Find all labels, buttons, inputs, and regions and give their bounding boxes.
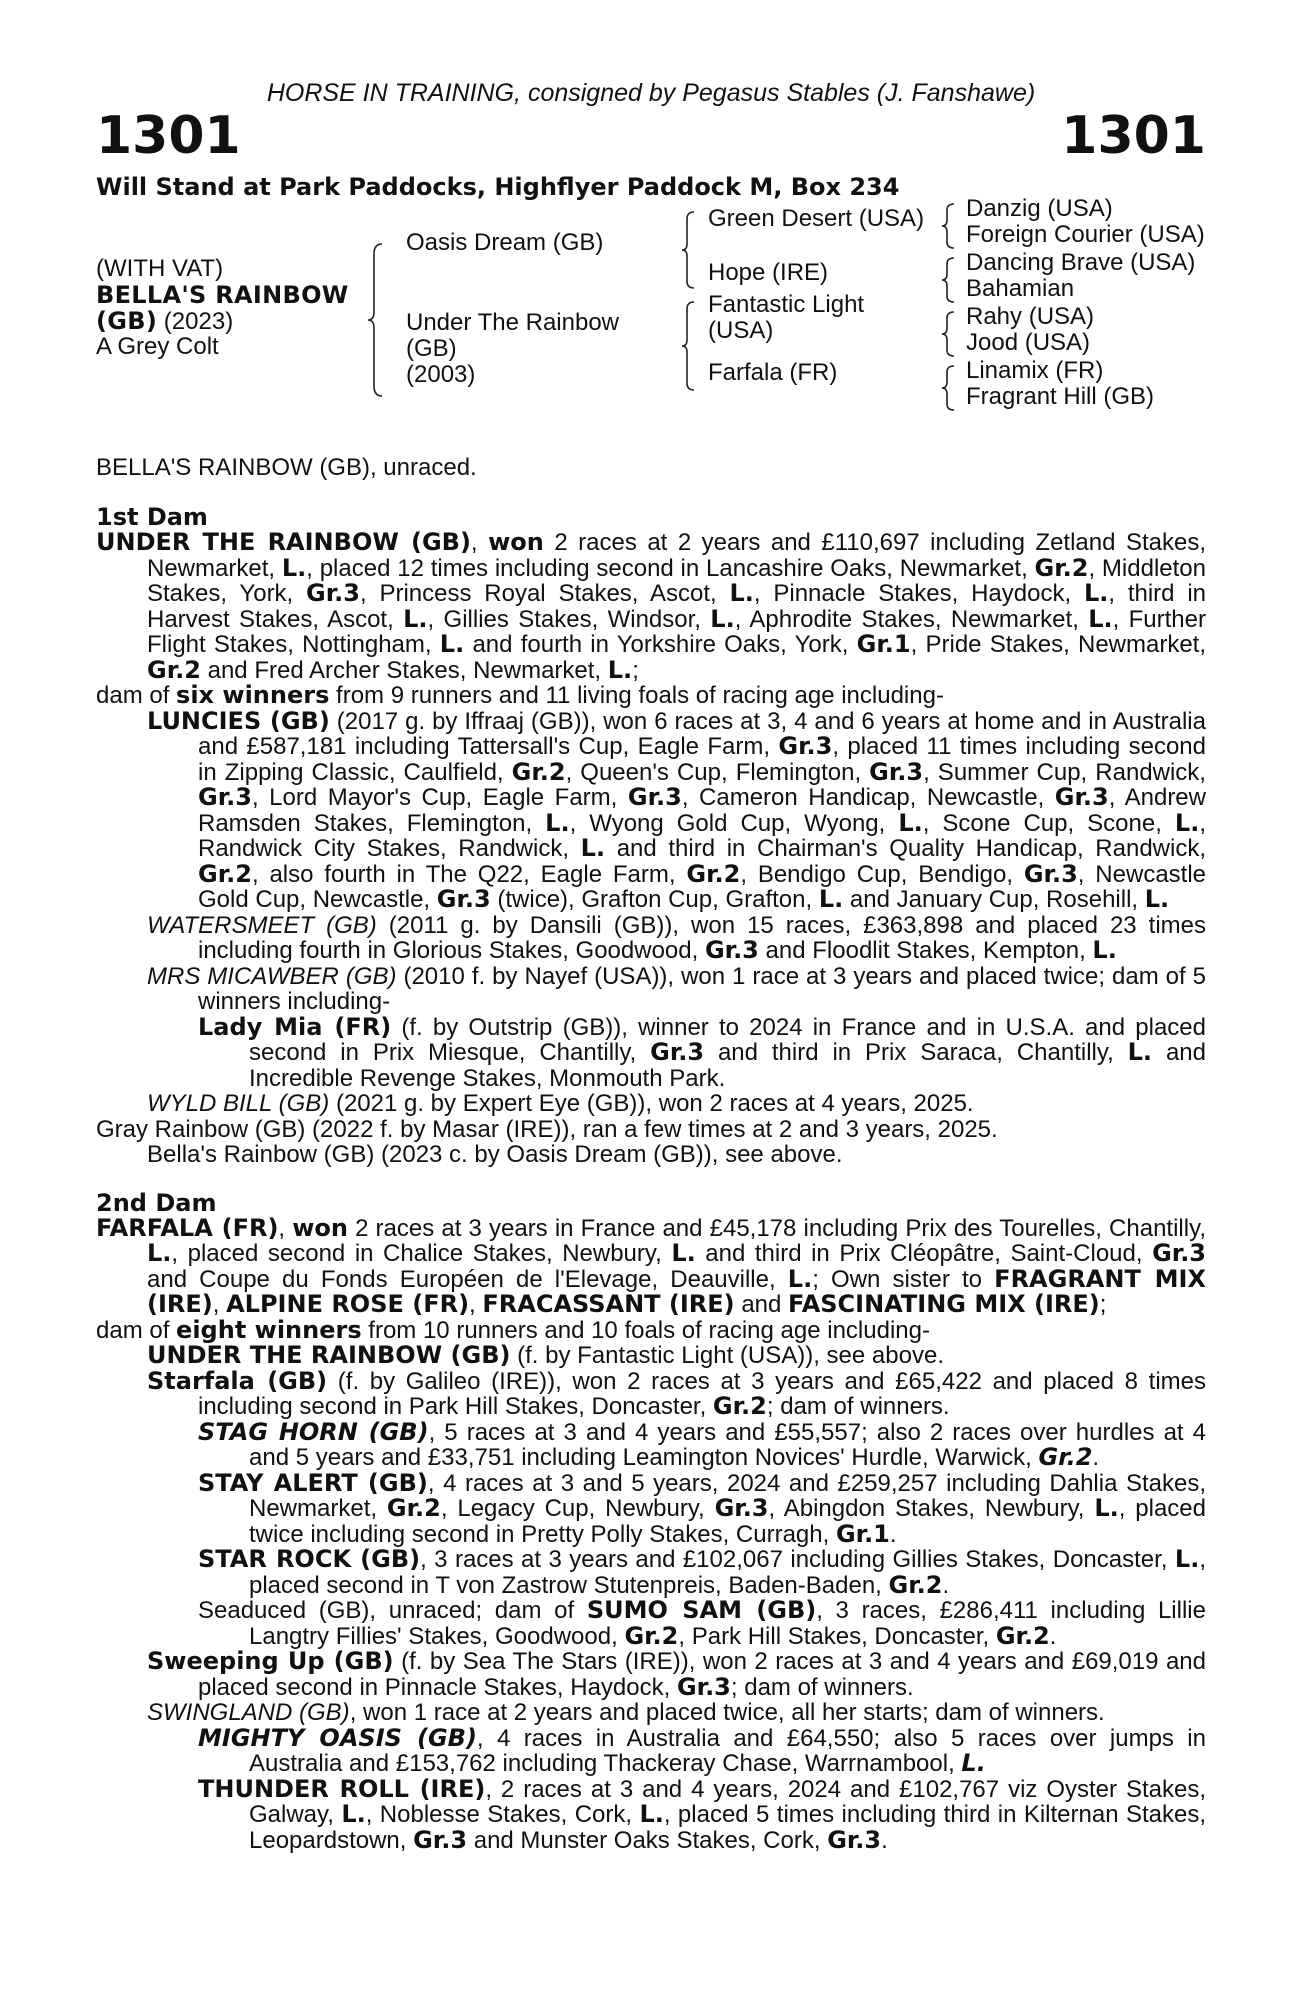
lot-number-right: 1301: [1061, 106, 1206, 166]
progeny-entry: [96, 1091, 1206, 1117]
progeny-entry: [96, 1649, 1206, 1700]
text-run: (2011 g. by Dansili (GB)), won 15 races, £363,898 and placed 23 times including fourth in Glorious Stakes, Goodwood,: [198, 911, 1206, 964]
text-run: , Middleton Stakes, York,: [147, 554, 1206, 607]
text-run: ,: [469, 1291, 483, 1318]
text-run: and third in Prix Saraca, Chantilly,: [704, 1039, 1128, 1066]
text-run: , Newcastle Gold Cup, Newcastle,: [198, 860, 1207, 913]
dam-line-2: (GB): [406, 335, 457, 362]
text-run: from 9 runners and 11 living foals of racing age including-: [329, 682, 944, 709]
emphasis-run: L.: [1174, 808, 1200, 837]
emphasis-run: six winners: [176, 681, 330, 709]
text-run: , Park Hill Stakes, Doncaster,: [678, 1622, 996, 1650]
emphasis-run: won: [292, 1213, 348, 1242]
lot-number-left: 1301: [96, 106, 241, 166]
text-run: and Munster Oaks Stakes, Cork,: [467, 1826, 828, 1854]
emphasis-run: SUMO SAM (GB): [586, 1596, 817, 1624]
text-run: ,: [212, 1291, 227, 1318]
text-run: , Noblesse Stakes, Cork,: [365, 1801, 640, 1828]
text-run: , Aphrodite Stakes, Newmarket,: [734, 605, 1089, 633]
emphasis-run: Gr.3: [1023, 859, 1078, 888]
emphasis-run: L.: [1092, 936, 1117, 964]
emphasis-run: L.: [671, 1239, 696, 1267]
progeny-entry: [96, 1343, 1206, 1369]
emphasis-run: STAY ALERT (GB): [198, 1468, 428, 1497]
text-run: ;: [1099, 1291, 1107, 1318]
emphasis-run: L.: [639, 1800, 664, 1828]
progeny-entry: [96, 913, 1206, 964]
text-run: (twice), Grafton Cup, Grafton,: [490, 886, 819, 913]
text-run: , Summer Cup, Randwick,: [923, 758, 1206, 786]
text-run: ;: [632, 656, 639, 684]
emphasis-run: Gr.2: [1034, 553, 1089, 582]
text-run: , 4 races at 3 and 5 years, 2024 and £259,257 including Dahlia Stakes, Newmarket,: [249, 1469, 1207, 1522]
dam-dam-sire: Linamix (FR): [966, 357, 1104, 384]
progeny-entry: [96, 1547, 1206, 1598]
emphasis-run: Sweeping Up (GB): [147, 1647, 394, 1675]
emphasis-run: Gr.2: [511, 757, 566, 786]
first-dam-section: [96, 530, 1206, 1168]
emphasis-run: L.: [1088, 604, 1113, 633]
text-run: , Pride Stakes, Newmarket,: [910, 631, 1207, 658]
sire-sire-sire: Danzig (USA): [966, 195, 1113, 222]
brace-icon: [942, 202, 962, 250]
first-dam-heading: 1st Dam: [96, 503, 208, 531]
emphasis-run: won: [488, 528, 544, 556]
emphasis-run: L.: [580, 834, 606, 862]
progeny-entry: [96, 1012, 1206, 1092]
text-run: .: [1049, 1622, 1057, 1650]
text-run: , Cameron Handicap, Newcastle,: [681, 784, 1055, 811]
text-run: , Legacy Cup, Newbury,: [440, 1495, 715, 1522]
sire: Oasis Dream (GB): [406, 229, 604, 256]
emphasis-run: L.: [961, 1749, 986, 1777]
emphasis-run: FRACASSANT (IRE): [482, 1290, 735, 1318]
text-run: , Randwick City Stakes, Randwick,: [198, 809, 1206, 862]
emphasis-run: Gr.3: [1152, 1239, 1207, 1267]
text-run: , third in Harvest Stakes, Ascot,: [147, 580, 1207, 633]
sire-dam-dam: Bahamian: [966, 275, 1075, 302]
text-run: and Incredible Revenge Stakes, Monmouth Park.: [249, 1039, 1206, 1092]
sire-dam-sire: Dancing Brave (USA): [966, 249, 1196, 276]
emphasis-run: eight winners: [176, 1315, 362, 1344]
text-run: , placed twice including second in Pretty Polly Stakes, Curragh,: [249, 1495, 1206, 1548]
text-run: , placed second in T von Zastrow Stutenpreis, Baden-Baden,: [249, 1546, 1206, 1599]
progeny-entry: [96, 1598, 1206, 1649]
text-run: , won 1 race at 2 years and placed twice, all her starts; dam of winners.: [349, 1699, 1105, 1726]
text-run: , Wyong Gold Cup, Wyong,: [569, 809, 899, 837]
dam-sire-sire: Rahy (USA): [966, 303, 1095, 330]
horse-name: BELLA'S RAINBOW: [96, 281, 349, 309]
consignment-note: HORSE IN TRAINING, consigned by Pegasus Stables (J. Fanshawe): [266, 79, 1036, 107]
text-run: (f. by Galileo (IRE)), won 2 races at 3 years and £65,422 and placed 8 times including second in Park Hill Stakes, Doncaster,: [198, 1367, 1206, 1420]
emphasis-run: FARFALA (FR): [96, 1213, 279, 1242]
emphasis-run: Gr.3: [627, 783, 682, 811]
horse-year: (2023): [157, 308, 234, 335]
text-run: , 5 races at 3 and 4 years and £55,557; also 2 races over hurdles at 4 and 5 years and £33,751 including Leamington Novices' Hurdle, Warwick,: [249, 1418, 1207, 1471]
text-run: , Queen's Cup, Flemington,: [565, 758, 870, 786]
text-run: .: [942, 1571, 950, 1599]
emphasis-run: L.: [341, 1800, 366, 1828]
second-dam-progeny-list: [96, 1343, 1206, 1853]
text-run: , placed 12 times including second in Lancashire Oaks, Newmarket,: [306, 554, 1035, 582]
brace-icon: [942, 310, 962, 358]
text-run: ; Own sister to: [812, 1265, 995, 1293]
emphasis-run: L.: [1174, 1545, 1200, 1573]
brace-icon: [942, 256, 962, 304]
text-run: Bella's Rainbow (GB) (2023 c. by Oasis Dream (GB)), see above.: [147, 1141, 843, 1168]
progeny-entry: [96, 964, 1206, 1015]
emphasis-run: WYLD BILL (GB): [147, 1090, 330, 1117]
dam-sire-line-1: Fantastic Light: [708, 291, 865, 318]
stand-location: Will Stand at Park Paddocks, Highflyer Paddock M, Box 234: [96, 173, 900, 201]
horse-country: (GB): [96, 307, 158, 335]
text-run: , Abingdon Stakes, Newbury,: [768, 1495, 1095, 1522]
sire-sire: Green Desert (USA): [708, 205, 925, 232]
text-run: .: [1092, 1444, 1100, 1471]
text-run: Seaduced (GB), unraced; dam of: [198, 1597, 587, 1624]
horse-country-year: [96, 308, 233, 335]
text-run: and third in Chairman's Quality Handicap, Randwick,: [605, 835, 1206, 862]
text-run: ; dam of winners.: [766, 1393, 950, 1420]
emphasis-run: L.: [787, 1264, 813, 1293]
brace-icon: [682, 300, 702, 392]
text-run: , 3 races, £286,411 including Lillie Langtry Fillies' Stakes, Goodwood,: [249, 1597, 1206, 1650]
second-dam-produce-line: [96, 1315, 1206, 1344]
text-run: (2017 g. by Iffraaj (GB)), won 6 races at 3, 4 and 6 years at home and in Australia and £587,181 including Tattersall's Cup, Eagle Farm,: [198, 707, 1206, 760]
text-run: , Lord Mayor's Cup, Eagle Farm,: [251, 784, 628, 811]
emphasis-run: LUNCIES (GB): [147, 706, 330, 735]
text-run: .: [881, 1826, 888, 1854]
emphasis-run: Gr.2: [712, 1392, 767, 1420]
emphasis-run: L.: [818, 885, 844, 913]
emphasis-run: L.: [281, 553, 307, 582]
emphasis-run: STAG HORN (GB): [198, 1417, 429, 1446]
brace-icon: [942, 364, 962, 412]
text-run: dam of: [96, 1316, 177, 1344]
text-run: and third in Prix Cléopâtre, Saint-Cloud,: [695, 1240, 1153, 1267]
emphasis-run: L.: [1083, 579, 1109, 607]
emphasis-run: UNDER THE RAINBOW (GB): [147, 1341, 511, 1369]
first-dam-progeny-list: [96, 706, 1207, 1168]
second-dam-heading: 2nd Dam: [96, 1188, 217, 1217]
emphasis-run: L.: [729, 579, 754, 607]
emphasis-run: L.: [710, 604, 735, 633]
emphasis-run: L.: [1127, 1038, 1153, 1066]
emphasis-run: Gr.2: [995, 1621, 1050, 1650]
emphasis-run: STAR ROCK (GB): [198, 1545, 421, 1573]
emphasis-run: Gr.3: [869, 757, 924, 786]
text-run: , Princess Royal Stakes, Ascot,: [359, 580, 730, 607]
dam-line-3: (2003): [406, 361, 476, 388]
emphasis-run: Gr.1: [856, 630, 911, 658]
text-run: , Pinnacle Stakes, Haydock,: [753, 580, 1084, 607]
progeny-entry: [96, 1417, 1207, 1471]
emphasis-run: SWINGLAND (GB): [147, 1699, 350, 1726]
emphasis-run: Lady Mia (FR): [198, 1012, 392, 1041]
text-run: , 2 races at 3 and 4 years, 2024 and £102,767 viz Oyster Stakes, Galway,: [249, 1775, 1207, 1828]
emphasis-run: THUNDER ROLL (IRE): [198, 1774, 486, 1803]
text-run: and: [734, 1291, 789, 1318]
emphasis-run: Gr.3: [676, 1672, 731, 1701]
sire-sire-dam: Foreign Courier (USA): [966, 221, 1205, 248]
text-run: dam of: [96, 682, 177, 709]
emphasis-run: Gr.2: [147, 655, 201, 684]
progeny-entry: [96, 1117, 1206, 1143]
emphasis-run: WATERSMEET (GB): [147, 911, 377, 939]
emphasis-run: MIGHTY OASIS (GB): [198, 1723, 477, 1752]
horse-description: A Grey Colt: [96, 333, 219, 360]
emphasis-run: Gr.2: [686, 859, 741, 888]
unraced-note: BELLA'S RAINBOW (GB), unraced.: [96, 454, 477, 481]
emphasis-run: Gr.3: [413, 1825, 468, 1854]
emphasis-run: L.: [545, 808, 570, 837]
progeny-entry: [96, 1468, 1207, 1548]
text-run: , placed 11 times including second in Zipping Classic, Caulfield,: [198, 733, 1206, 786]
text-run: (2021 g. by Expert Eye (GB)), won 2 races at 4 years, 2025.: [329, 1090, 974, 1117]
emphasis-run: Gr.3: [306, 579, 360, 607]
text-run: (f. by Outstrip (GB)), winner to 2024 in France and in U.S.A. and placed second in Prix Miesque, Chantilly,: [249, 1013, 1206, 1066]
progeny-entry: [96, 1700, 1206, 1726]
text-run: , placed second in Chalice Stakes, Newbury,: [171, 1240, 672, 1267]
emphasis-run: Gr.2: [1038, 1443, 1093, 1471]
emphasis-run: ALPINE ROSE (FR): [226, 1290, 470, 1318]
emphasis-run: L.: [439, 630, 465, 658]
emphasis-run: MRS MICAWBER (GB): [147, 962, 397, 990]
emphasis-run: Gr.2: [888, 1570, 943, 1599]
emphasis-run: Gr.2: [198, 859, 252, 888]
text-run: 2 races at 3 years in France and £45,178 including Prix des Tourelles, Chantilly,: [347, 1214, 1206, 1242]
brace-icon: [682, 210, 702, 290]
text-run: , Gillies Stakes, Windsor,: [427, 605, 711, 633]
emphasis-run: L.: [1144, 885, 1170, 913]
emphasis-run: Gr.3: [1054, 783, 1109, 811]
emphasis-run: Gr.3: [778, 732, 833, 760]
dam-sire-line-2: (USA): [708, 317, 774, 344]
text-run: , placed 5 times including third in Kilternan Stakes, Leopardstown,: [249, 1801, 1206, 1854]
text-run: from 10 runners and 10 foals of racing age including-: [361, 1316, 930, 1344]
progeny-entry: [96, 1774, 1207, 1854]
text-run: and fourth in Yorkshire Oaks, York,: [464, 631, 857, 658]
progeny-entry: [96, 706, 1207, 913]
text-run: ; dam of winners.: [730, 1673, 914, 1701]
text-run: and January Cup, Rosehill,: [843, 886, 1145, 913]
text-run: and Fred Archer Stakes, Newmarket,: [200, 656, 608, 684]
emphasis-run: Gr.3: [827, 1825, 882, 1854]
vat-note: (WITH VAT): [96, 255, 224, 282]
text-run: , also fourth in The Q22, Eagle Farm,: [251, 860, 687, 888]
text-run: Gray Rainbow (GB) (2022 f. by Masar (IRE)), ran a few times at 2 and 3 years, 2025.: [96, 1115, 998, 1143]
text-run: , Further Flight Stakes, Nottingham,: [147, 605, 1206, 658]
emphasis-run: L.: [1094, 1494, 1119, 1522]
sire-dam: Hope (IRE): [708, 259, 829, 286]
second-dam-paragraph: [96, 1213, 1207, 1318]
text-run: (f. by Sea The Stars (IRE)), won 2 races at 3 and 4 years and £69,019 and placed second in Pinnacle Stakes, Haydock,: [198, 1648, 1206, 1701]
text-run: .: [889, 1520, 897, 1548]
progeny-entry: [96, 1142, 1206, 1168]
text-run: , Bendigo Cup, Bendigo,: [740, 860, 1024, 888]
emphasis-run: FRAGRANT MIX (IRE): [147, 1264, 1206, 1318]
text-run: , Andrew Ramsden Stakes, Flemington,: [198, 784, 1206, 837]
first-dam-produce-line: [96, 683, 1206, 709]
emphasis-run: Gr.3: [714, 1494, 769, 1522]
emphasis-run: Gr.2: [624, 1621, 679, 1650]
emphasis-run: L.: [898, 808, 923, 837]
emphasis-run: Gr.3: [436, 885, 491, 913]
text-run: , 3 races at 3 years and £102,067 including Gillies Stakes, Doncaster,: [420, 1546, 1175, 1573]
pedigree-table: [96, 195, 1206, 410]
second-dam-section: [96, 1213, 1207, 1854]
text-run: , 4 races in Australia and £64,550; also 5 races over jumps in Australia and £153,762 including Thackeray Chase, Warrnambool,: [249, 1724, 1206, 1777]
emphasis-run: L.: [147, 1239, 172, 1267]
catalogue-page: [96, 78, 1206, 1853]
dam-line-1: Under The Rainbow: [406, 309, 620, 336]
emphasis-run: UNDER THE RAINBOW (GB): [96, 528, 471, 556]
emphasis-run: Gr.1: [835, 1519, 890, 1548]
text-run: , Scone Cup, Scone,: [922, 809, 1175, 837]
text-run: (f. by Fantastic Light (USA)), see above.: [510, 1342, 944, 1369]
text-run: and Coupe du Fonds Européen de l'Elevage, Deauville,: [147, 1265, 788, 1293]
emphasis-run: Starfala (GB): [147, 1366, 328, 1395]
progeny-entry: [96, 1366, 1206, 1420]
text-run: 2 races at 2 years and £110,697 including Zetland Stakes, Newmarket,: [147, 529, 1206, 582]
emphasis-run: L.: [607, 655, 633, 684]
emphasis-run: Gr.3: [650, 1038, 705, 1066]
lot-number-row: [96, 108, 1206, 164]
first-dam-paragraph: [96, 530, 1206, 683]
emphasis-run: FASCINATING MIX (IRE): [788, 1290, 1100, 1318]
emphasis-run: Gr.3: [198, 783, 252, 811]
emphasis-run: Gr.2: [386, 1494, 441, 1522]
emphasis-run: Gr.3: [704, 936, 759, 964]
progeny-entry: [96, 1723, 1206, 1777]
text-run: and Floodlit Stakes, Kempton,: [758, 937, 1093, 964]
text-run: (2010 f. by Nayef (USA)), won 1 race at 3 years and placed twice; dam of 5 winners including-: [198, 962, 1206, 1015]
dam-dam: Farfala (FR): [708, 359, 838, 386]
text-run: ,: [470, 529, 489, 556]
dam-dam-dam: Fragrant Hill (GB): [966, 383, 1155, 410]
emphasis-run: L.: [403, 604, 428, 633]
text-run: ,: [278, 1214, 293, 1242]
brace-icon: [368, 242, 392, 398]
dam-sire-dam: Jood (USA): [966, 329, 1091, 356]
